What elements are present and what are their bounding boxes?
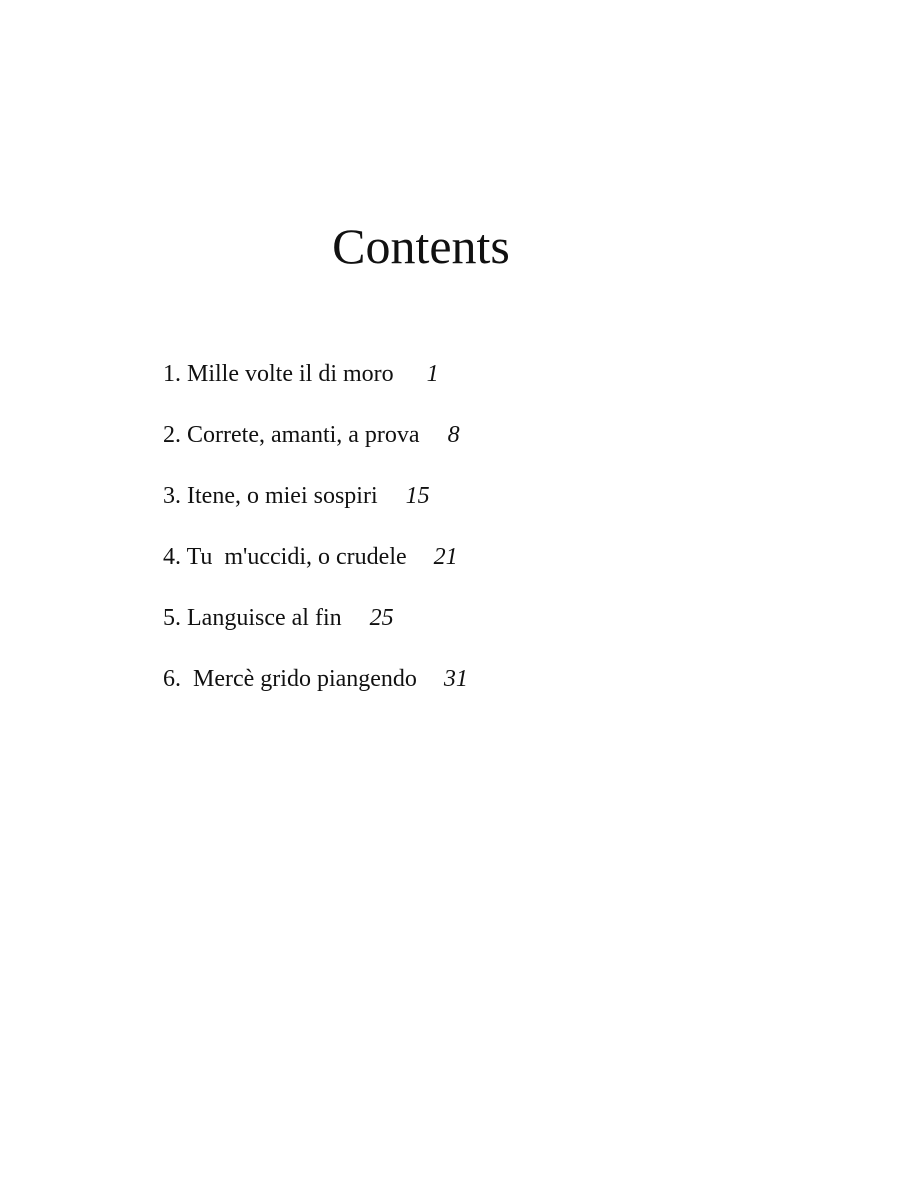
toc-entry-page: 1 [426,361,439,387]
toc-entry-label: 3. Itene, o miei sospiri [163,483,378,509]
toc-entry [163,417,468,478]
toc-entry-page: 25 [369,605,394,631]
table-of-contents [163,356,468,722]
page-title: Contents [332,218,510,274]
toc-entry [163,661,468,722]
toc-entry-label: 5. Languisce al fin [163,605,342,631]
toc-entry-page: 8 [447,422,460,448]
toc-entry [163,478,468,539]
toc-entry-page: 31 [443,666,468,692]
toc-entry-label: 6. Mercè grido piangendo [163,666,417,692]
toc-entry-page: 15 [405,483,430,509]
toc-entry [163,356,468,417]
toc-entry-page: 21 [433,544,458,570]
toc-entry-label: 2. Correte, amanti, a prova [163,422,420,448]
toc-entry-label: 1. Mille volte il di moro [163,361,394,387]
toc-entry [163,539,468,600]
toc-entry [163,600,468,661]
toc-entry-label: 4. Tu m'uccidi, o crudele [163,544,407,570]
